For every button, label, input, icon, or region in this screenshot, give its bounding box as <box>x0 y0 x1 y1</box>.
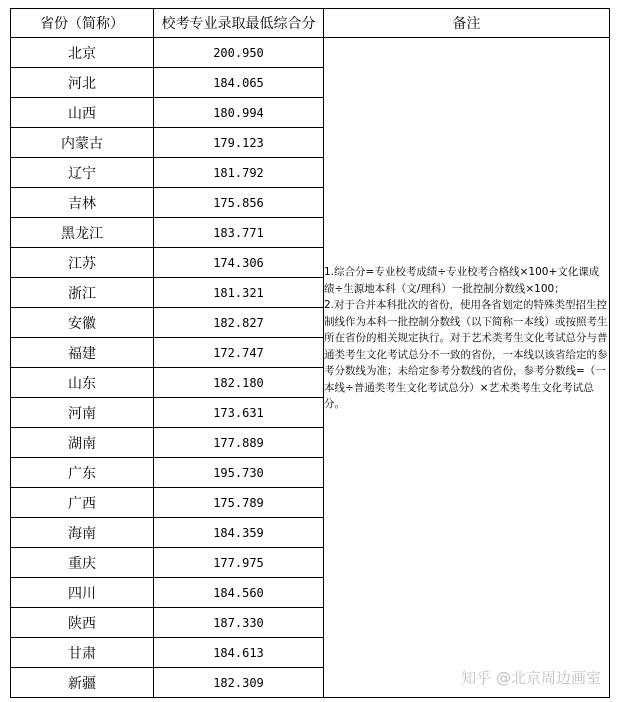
score-cell: 177.889 <box>154 428 324 458</box>
score-cell: 184.560 <box>154 578 324 608</box>
score-cell: 195.730 <box>154 458 324 488</box>
header-province: 省份（简称） <box>11 9 154 38</box>
header-row <box>11 9 610 38</box>
score-cell: 183.771 <box>154 218 324 248</box>
province-cell: 新疆 <box>11 668 154 698</box>
score-cell: 174.306 <box>154 248 324 278</box>
province-cell: 河北 <box>11 68 154 98</box>
score-table <box>10 8 610 698</box>
province-cell: 湖南 <box>11 428 154 458</box>
score-cell: 172.747 <box>154 338 324 368</box>
province-cell: 广西 <box>11 488 154 518</box>
province-cell: 四川 <box>11 578 154 608</box>
header-note: 备注 <box>324 9 610 38</box>
score-cell: 184.359 <box>154 518 324 548</box>
province-cell: 山西 <box>11 98 154 128</box>
province-cell: 山东 <box>11 368 154 398</box>
province-cell: 黑龙江 <box>11 218 154 248</box>
score-cell: 177.975 <box>154 548 324 578</box>
province-cell: 浙江 <box>11 278 154 308</box>
province-cell: 重庆 <box>11 548 154 578</box>
score-cell: 181.792 <box>154 158 324 188</box>
score-cell: 184.065 <box>154 68 324 98</box>
score-cell: 175.789 <box>154 488 324 518</box>
province-cell: 河南 <box>11 398 154 428</box>
table-body <box>11 38 610 698</box>
province-cell: 广东 <box>11 458 154 488</box>
province-cell: 安徽 <box>11 308 154 338</box>
note-cell <box>324 38 610 698</box>
score-cell: 179.123 <box>154 128 324 158</box>
score-cell: 182.827 <box>154 308 324 338</box>
province-cell: 江苏 <box>11 248 154 278</box>
province-cell: 甘肃 <box>11 638 154 668</box>
score-cell: 181.321 <box>154 278 324 308</box>
province-cell: 北京 <box>11 38 154 68</box>
note-text: 1.综合分=专业校考成绩÷专业校考合格线×100+文化课成绩÷生源地本科（文/理科）一批控制分数线×100； 2.对于合并本科批次的省份，使用各省划定的特殊类型招生控制线作为本科一批控制分数线（以下简称一本线）或按照考生所在省份的相关规定执行。对于艺术类考生文化考试总分与普通类考生文化考试总分不一致的省份，一本线以该省给定的参考分数线为准；未给定参考分数线的省份，参考分数线=（一本线÷普通类考生文化考试总分）×艺术类考生文化考试总分。 <box>324 266 608 410</box>
score-cell: 182.309 <box>154 668 324 698</box>
score-cell: 200.950 <box>154 38 324 68</box>
score-cell: 184.613 <box>154 638 324 668</box>
province-cell: 吉林 <box>11 188 154 218</box>
score-cell: 182.180 <box>154 368 324 398</box>
province-cell: 辽宁 <box>11 158 154 188</box>
score-cell: 175.856 <box>154 188 324 218</box>
score-cell: 173.631 <box>154 398 324 428</box>
watermark: 知乎 @北京周边画室 <box>461 669 601 687</box>
province-cell: 内蒙古 <box>11 128 154 158</box>
score-cell: 187.330 <box>154 608 324 638</box>
province-cell: 海南 <box>11 518 154 548</box>
province-cell: 福建 <box>11 338 154 368</box>
province-cell: 陕西 <box>11 608 154 638</box>
table-row <box>11 38 610 68</box>
score-cell: 180.994 <box>154 98 324 128</box>
header-score: 校考专业录取最低综合分 <box>154 9 324 38</box>
